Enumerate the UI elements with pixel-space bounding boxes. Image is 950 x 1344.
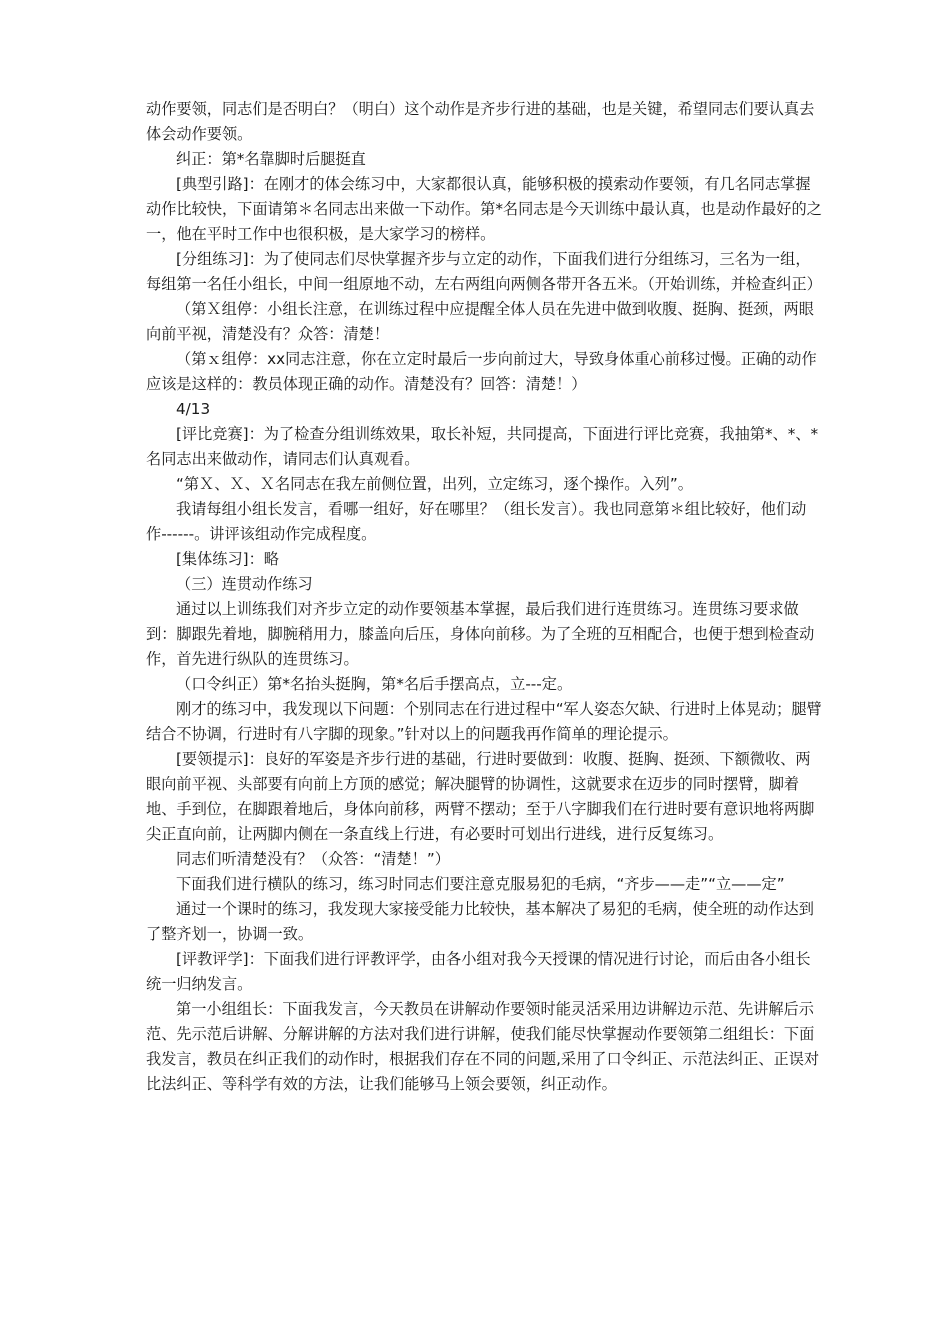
paragraph-group-x-stop: （第Ｘ组停：小组长注意，在训练过程中应提醒全体人员在先进中做到收腹、挺胸、挺颈，两眼向前平视，清楚没有？众答：清楚！ — [146, 300, 814, 343]
paragraph-competition: [评比竞赛]：为了检查分组训练效果，取长补短，共同提高，下面进行评比竞赛，我抽第*、*、*名同志出来做动作，请同志们认真观看。 — [146, 425, 819, 468]
paragraph-intro: 动作要领，同志们是否明白？（明白）这个动作是齐步行进的基础，也是关键，希望同志们要认真去体会动作要领。 — [146, 100, 815, 143]
paragraph-problems-found: 刚才的练习中，我发现以下问题：个别同志在行进过程中“军人姿态欠缺、行进时上体晃动；腿臂结合不协调，行进时有八字脚的现象。”针对以上的问题我再作简单的理论提示。 — [146, 700, 822, 743]
page-number: 4/13 — [176, 400, 211, 418]
paragraph-key-points: [要领提示]：良好的军姿是齐步行进的基础，行进时要做到：收腹、挺胸、挺颈、下额微收、两眼向前平视、头部要有向前上方顶的感觉；解决腿臂的协调性，这就要求在迈步的同时摆臂，脚着地、手到位，在脚跟着地后，身体向前移，两臂不摆动；至于八字脚我们在行进时要有意识地将两脚尖正直向前，让两脚内侧在一条直线上行进，有必要时可划出行进线，进行反复练习。 — [146, 750, 815, 843]
paragraph-correction-1: 纠正：第*名靠脚时后腿挺直 — [176, 150, 366, 168]
paragraph-command-correction: （口令纠正）第*名抬头挺胸，第*名后手摆高点，立---定。 — [176, 675, 573, 693]
paragraph-continuous-practice: 通过以上训练我们对齐步立定的动作要领基本掌握，最后我们进行连贯练习。连贯练习要求做到：脚跟先着地，脚腕稍用力，膝盖向后压，身体向前移。为了全班的互相配合，也便于想到检查动作，首先进行纵队的连贯练习。 — [146, 600, 815, 668]
paragraph-evaluation: [评教评学]：下面我们进行评教评学，由各小组对我今天授课的情况进行讨论，而后由各小组长统一归纳发言。 — [146, 950, 811, 993]
paragraph-leader-speech: 我请每组小组长发言，看哪一组好，好在哪里？（组长发言）。我也同意第＊组比较好，他们动作------。讲评该组动作完成程度。 — [146, 500, 807, 543]
document-page — [146, 97, 822, 1097]
paragraph-quote-step-out: “第Ｘ、Ｘ、Ｘ名同志在我左前侧位置，出列，立定练习，逐个操作。入列”。 — [176, 475, 693, 493]
paragraph-summary: 通过一个课时的练习，我发现大家接受能力比较快，基本解决了易犯的毛病，使全班的动作达到了整齐划一，协调一致。 — [146, 900, 814, 943]
paragraph-rank-practice: 下面我们进行横队的练习，练习时同志们要注意克服易犯的毛病，“齐步——走”“立——定” — [176, 875, 785, 893]
section-heading-continuous: （三）连贯动作练习 — [176, 575, 313, 593]
paragraph-group-practice: [分组练习]：为了使同志们尽快掌握齐步与立定的动作，下面我们进行分组练习，三名为一组，每组第一名任小组长，中间一组原地不动，左右两组向两侧各带开各五米。（开始训练，并检查纠正） — [146, 250, 822, 293]
paragraph-clear-question: 同志们听清楚没有？（众答：“清楚！”） — [176, 850, 450, 868]
paragraph-collective-practice: [集体练习]：略 — [176, 550, 279, 568]
paragraph-typical-example: [典型引路]：在刚才的体会练习中，大家都很认真，能够积极的摸索动作要领，有几名同志掌握动作比较快，下面请第＊名同志出来做一下动作。第*名同志是今天训练中最认真，也是动作最好的之一，他在平时工作中也很积极，是大家学习的榜样。 — [146, 175, 822, 243]
paragraph-group-x-stop-2: （第ｘ组停：xx同志注意，你在立定时最后一步向前过大，导致身体重心前移过慢。正确的动作应该是这样的：教员体现正确的动作。清楚没有？回答：清楚！） — [146, 350, 817, 393]
paragraph-group-leader-speeches: 第一小组组长：下面我发言，今天教员在讲解动作要领时能灵活采用边讲解边示范、先讲解后示范、先示范后讲解、分解讲解的方法对我们进行讲解，使我们能尽快掌握动作要领第二组组长：下面我发言，教员在纠正我们的动作时，根据我们存在不同的问题,采用了口令纠正、示范法纠正、正误对比法纠正、等科学有效的方法，让我们能够马上领会要领，纠正动作。 — [146, 1000, 820, 1093]
